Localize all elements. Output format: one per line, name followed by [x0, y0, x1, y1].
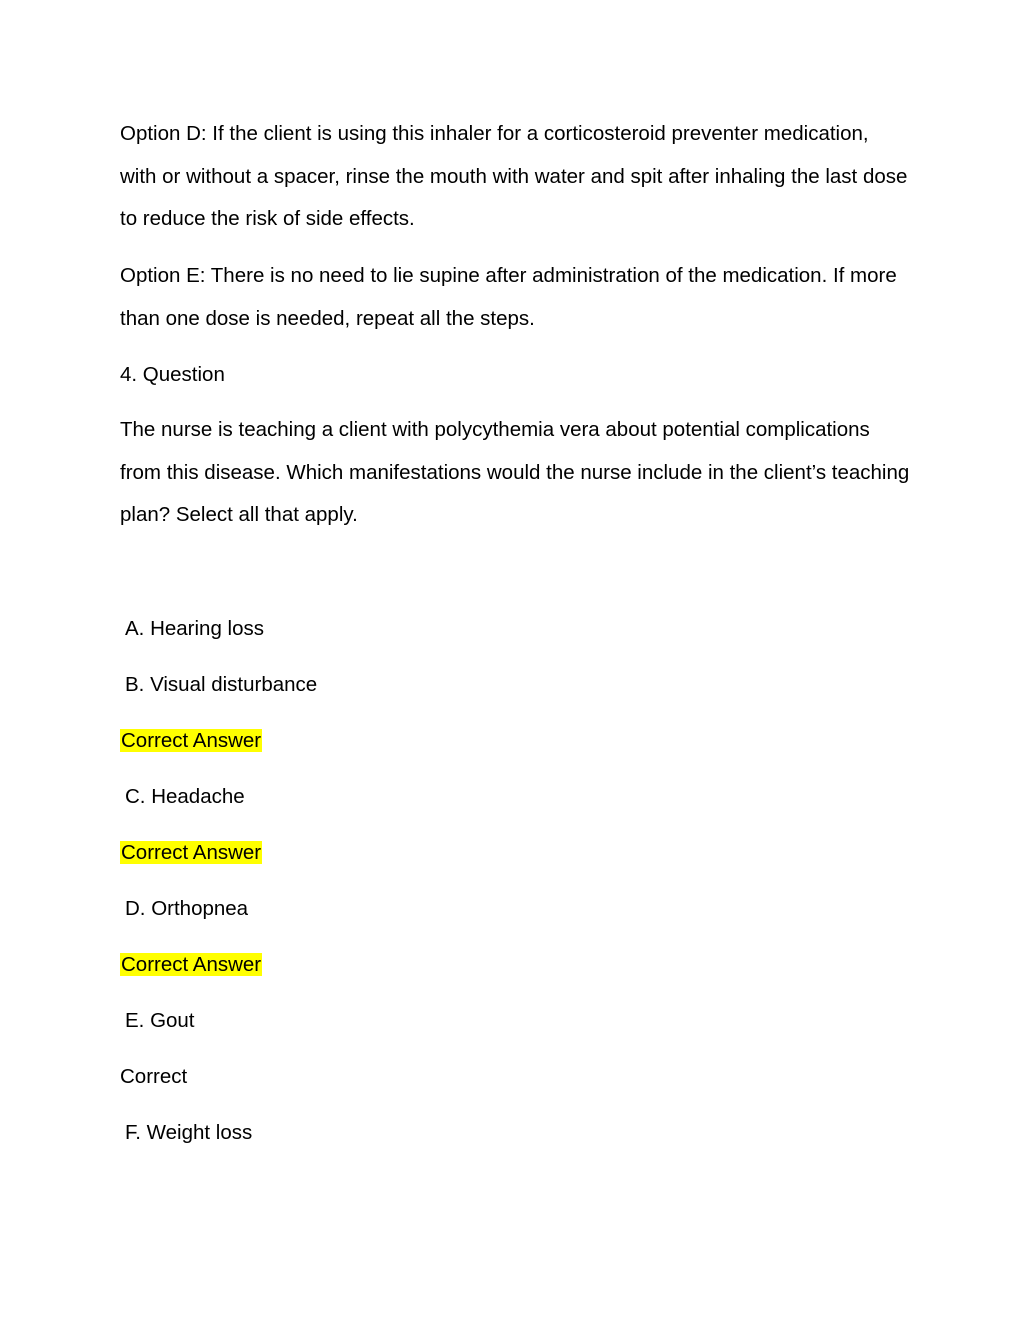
option-f: F. Weight loss — [125, 1121, 253, 1144]
option-c: C. Headache — [125, 785, 245, 808]
option-e-explanation: Option E: There is no need to lie supine after administration of the medication. If more than one dose is needed, repeat all the steps. — [120, 264, 897, 330]
correct-marker-e: Correct — [120, 1065, 188, 1088]
correct-answer-marker-d — [120, 950, 262, 980]
option-a: A. Hearing loss — [125, 617, 265, 640]
option-d-explanation: Option D: If the client is using this inhaler for a corticosteroid preventer medication, with or without a spacer, rinse the mouth with water and spit after inhaling the last dose to reduce the risk of side effects. — [120, 122, 908, 230]
correct-answer-marker-b — [120, 726, 262, 756]
question-text: The nurse is teaching a client with polycythemia vera about potential complications from this disease. Which manifestations would the nurse include in the client’s teaching plan? Select all that apply. — [120, 418, 910, 526]
option-b: B. Visual disturbance — [125, 673, 318, 696]
correct-answer-highlight: Correct Answer — [121, 841, 262, 864]
option-e: E. Gout — [125, 1009, 195, 1032]
correct-answer-highlight: Correct Answer — [121, 729, 262, 752]
question-heading: 4. Question — [120, 363, 225, 386]
option-d: D. Orthopnea — [125, 897, 249, 920]
correct-answer-highlight: Correct Answer — [121, 953, 262, 976]
correct-answer-marker-c — [120, 838, 262, 868]
